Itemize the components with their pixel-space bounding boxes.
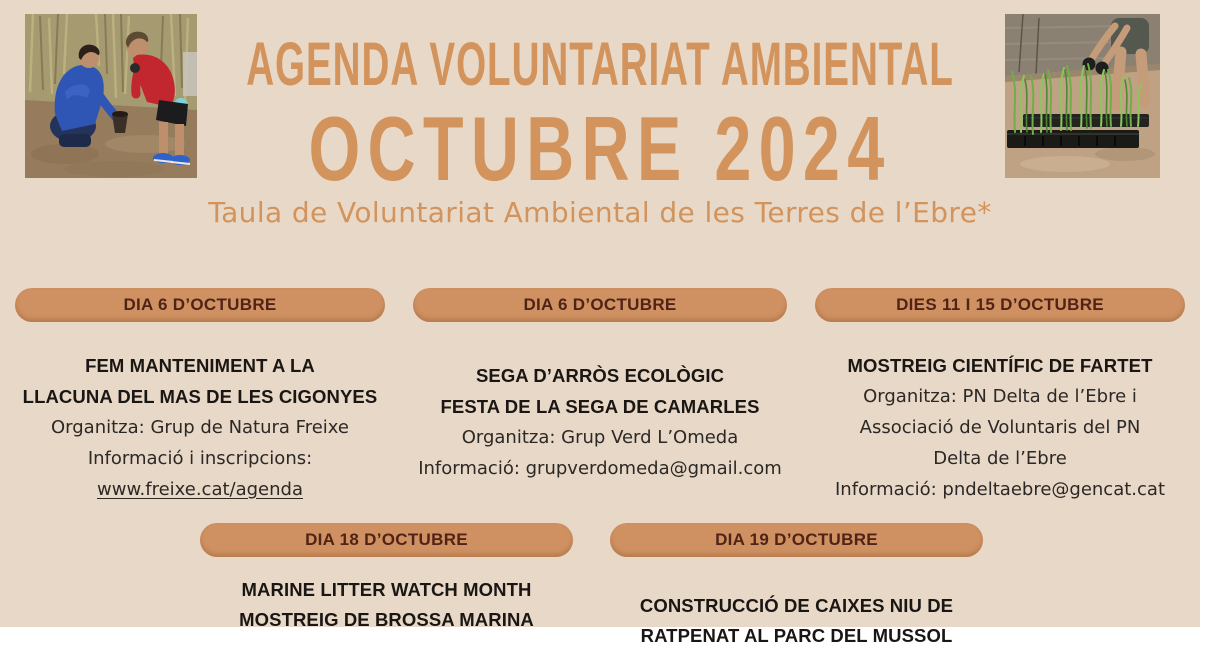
event-date-badge — [815, 288, 1185, 322]
event-date-badge — [610, 523, 983, 557]
event-title-line: RATPENAT AL PARC DEL MUSSOL — [640, 625, 953, 646]
event-title-line: MOSTREIG CIENTÍFIC DE FARTET — [847, 355, 1153, 376]
event-details — [815, 350, 1185, 505]
event-card-freixe — [15, 288, 385, 505]
event-link[interactable]: www.freixe.cat/agenda — [97, 479, 303, 500]
event-organizer: Organitza: Grup Verd L’Omeda — [461, 427, 739, 448]
event-details — [610, 591, 983, 651]
event-title-line: FESTA DE LA SEGA DE CAMARLES — [440, 396, 760, 417]
event-details — [15, 350, 385, 505]
event-details — [200, 575, 573, 635]
event-organizer: Organitza: Grup de Natura Freixe — [51, 417, 349, 438]
event-date-label: DIA 19 D’OCTUBRE — [715, 530, 878, 549]
event-info-email: Informació: pndeltaebre@gencat.cat — [834, 479, 1165, 500]
event-card-caixes-niu — [610, 523, 983, 651]
event-title-line: FEM MANTENIMENT A LA — [85, 355, 315, 376]
event-details — [413, 360, 787, 484]
event-date-label: DIA 18 D’OCTUBRE — [305, 530, 468, 549]
event-date-badge — [15, 288, 385, 322]
event-date-badge — [413, 288, 787, 322]
event-organizer: Associació de Voluntaris del PN — [859, 417, 1141, 438]
event-title-line: LLACUNA DEL MAS DE LES CIGONYES — [22, 386, 378, 407]
event-card-sega-arros — [413, 288, 787, 484]
event-card-fartet — [815, 288, 1185, 505]
poster-month-title: OCTUBRE 2024 — [308, 97, 892, 200]
event-title-line: MARINE LITTER WATCH MONTH — [241, 579, 532, 600]
event-date-label: DIA 6 D’OCTUBRE — [123, 295, 277, 314]
poster-title: AGENDA VOLUNTARIAT AMBIENTAL — [246, 30, 954, 99]
event-info-email: Informació: grupverdomeda@gmail.com — [418, 458, 782, 479]
event-title-line: SEGA D’ARRÒS ECOLÒGIC — [475, 365, 725, 386]
event-info-label: Informació i inscripcions: — [87, 448, 313, 469]
event-date-label: DIA 6 D’OCTUBRE — [523, 295, 677, 314]
event-date-badge — [200, 523, 573, 557]
event-date-label: DIES 11 I 15 D’OCTUBRE — [896, 295, 1104, 314]
event-title-line: MOSTREIG DE BROSSA MARINA — [239, 609, 534, 630]
event-title-line: CONSTRUCCIÓ DE CAIXES NIU DE — [639, 595, 954, 616]
event-organizer: Delta de l’Ebre — [933, 448, 1067, 469]
poster-subtitle: Taula de Voluntariat Ambiental de les Terres de l’Ebre* — [208, 196, 992, 229]
event-organizer: Organitza: PN Delta de l’Ebre i — [863, 386, 1137, 407]
event-card-marine-litter — [200, 523, 573, 635]
